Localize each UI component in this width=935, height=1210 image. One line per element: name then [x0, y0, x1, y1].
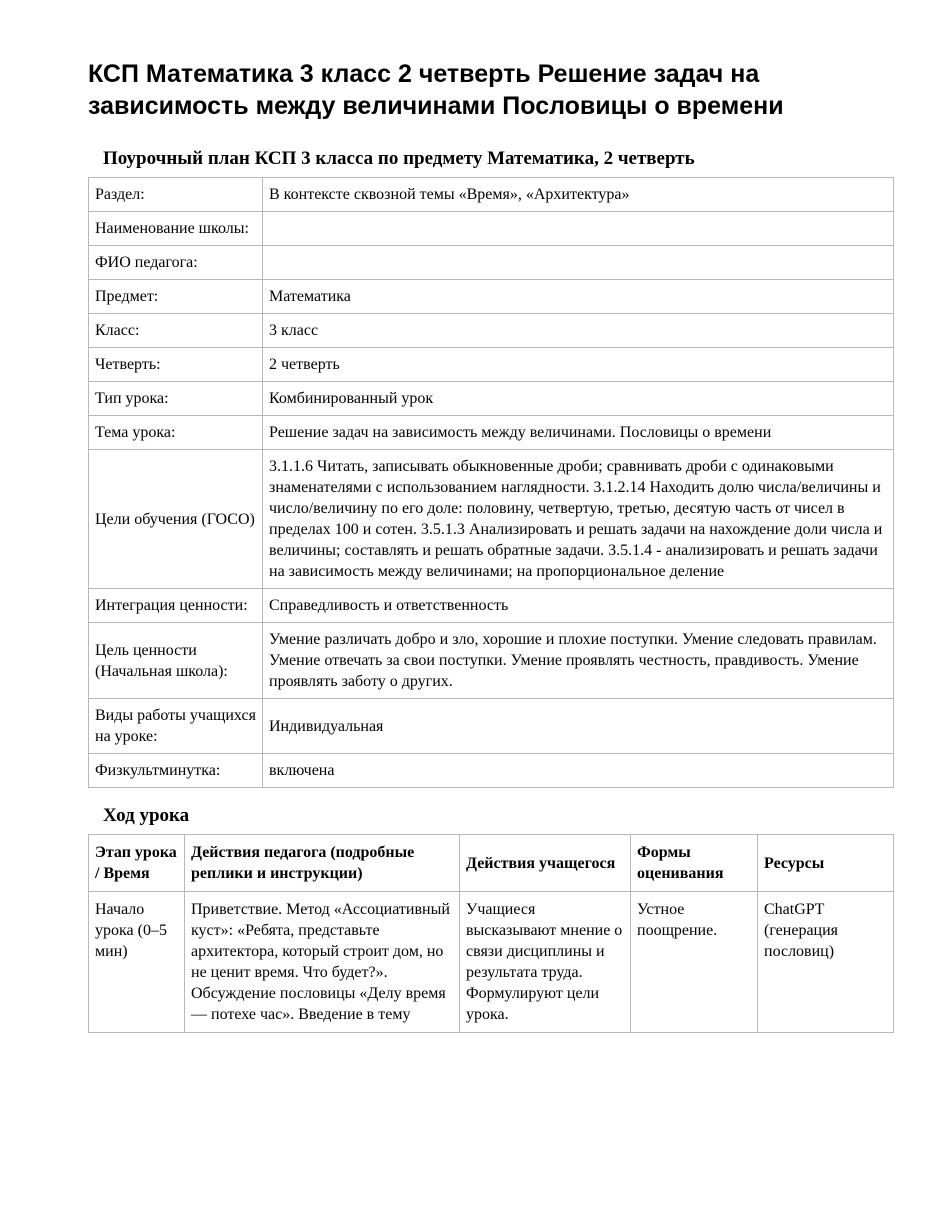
info-row — [89, 623, 894, 699]
info-value: В контексте сквозной темы «Время», «Архитектура» — [263, 178, 894, 212]
info-label: Интеграция ценности: — [89, 589, 263, 623]
lesson-header-row — [89, 835, 894, 892]
info-label: Цель ценности (Начальная школа): — [89, 623, 263, 699]
info-value: 3.1.1.6 Читать, записывать обыкновенные дроби; сравнивать дроби с одинаковыми знаменателями с использованием наглядности. 3.1.2.14 Находить долю числа/величины и число/величину по его доле: половину, четвертую, третью, десятую часть от чисел в пределах 100 и сотен. 3.5.1.3 Анализировать и решать задачи на нахождение доли числа и величины; составлять и решать обратные задачи. 3.5.1.4 - анализировать и решать задачи на зависимость между величинами; на пропорциональное деление — [263, 450, 894, 589]
info-row — [89, 212, 894, 246]
info-value — [263, 212, 894, 246]
column-header: Ресурсы — [758, 835, 894, 892]
table-cell: Приветствие. Метод «Ассоциативный куст»: «Ребята, представьте архитектора, который строит дом, но не ценит время. Что будет?». Обсуждение пословицы «Делу время — потехе час». Введение в тему — [185, 892, 460, 1033]
info-row — [89, 416, 894, 450]
info-row — [89, 589, 894, 623]
column-header: Формы оценивания — [631, 835, 758, 892]
info-value: Решение задач на зависимость между величинами. Пословицы о времени — [263, 416, 894, 450]
table-cell: Начало урока (0–5 мин) — [89, 892, 185, 1033]
document-title: КСП Математика 3 класс 2 четверть Решение задач на зависимость между величинами Пословицы о времени — [88, 60, 784, 120]
info-value: 2 четверть — [263, 348, 894, 382]
info-value: 3 класс — [263, 314, 894, 348]
table-row — [89, 892, 894, 1033]
info-label: Тип урока: — [89, 382, 263, 416]
column-header: Действия учащегося — [460, 835, 631, 892]
info-label: Наименование школы: — [89, 212, 263, 246]
info-value: Математика — [263, 280, 894, 314]
info-row — [89, 178, 894, 212]
info-value: Справедливость и ответственность — [263, 589, 894, 623]
info-label: Раздел: — [89, 178, 263, 212]
info-row — [89, 699, 894, 754]
info-label: Класс: — [89, 314, 263, 348]
table-cell: ChatGPT (генерация пословиц) — [758, 892, 894, 1033]
info-row — [89, 280, 894, 314]
info-value: Комбинированный урок — [263, 382, 894, 416]
column-header: Этап урока / Время — [89, 835, 185, 892]
column-header: Действия педагога (подробные реплики и инструкции) — [185, 835, 460, 892]
course-heading: Ход урока — [103, 805, 190, 826]
info-label: Цели обучения (ГОСО) — [89, 450, 263, 589]
info-label: Виды работы учащихся на уроке: — [89, 699, 263, 754]
info-value: Индивидуальная — [263, 699, 894, 754]
lesson-course-table — [88, 834, 894, 1033]
info-row — [89, 246, 894, 280]
info-label: Физкультминутка: — [89, 754, 263, 788]
info-row — [89, 314, 894, 348]
info-row — [89, 382, 894, 416]
document-page — [88, 58, 893, 1033]
lesson-info-table — [88, 177, 894, 788]
info-label: Предмет: — [89, 280, 263, 314]
info-row — [89, 450, 894, 589]
table-cell: Устное поощрение. — [631, 892, 758, 1033]
table-cell: Учащиеся высказывают мнение о связи дисциплины и результата труда. Формулируют цели урока. — [460, 892, 631, 1033]
info-value: включена — [263, 754, 894, 788]
plan-heading: Поурочный план КСП 3 класса по предмету Математика, 2 четверть — [103, 148, 695, 169]
info-label: Тема урока: — [89, 416, 263, 450]
info-row — [89, 754, 894, 788]
info-label: ФИО педагога: — [89, 246, 263, 280]
info-label: Четверть: — [89, 348, 263, 382]
info-row — [89, 348, 894, 382]
info-value: Умение различать добро и зло, хорошие и плохие поступки. Умение следовать правилам. Умение отвечать за свои поступки. Умение проявлять честность, правдивость. Умение проявлять заботу о других. — [263, 623, 894, 699]
info-value — [263, 246, 894, 280]
